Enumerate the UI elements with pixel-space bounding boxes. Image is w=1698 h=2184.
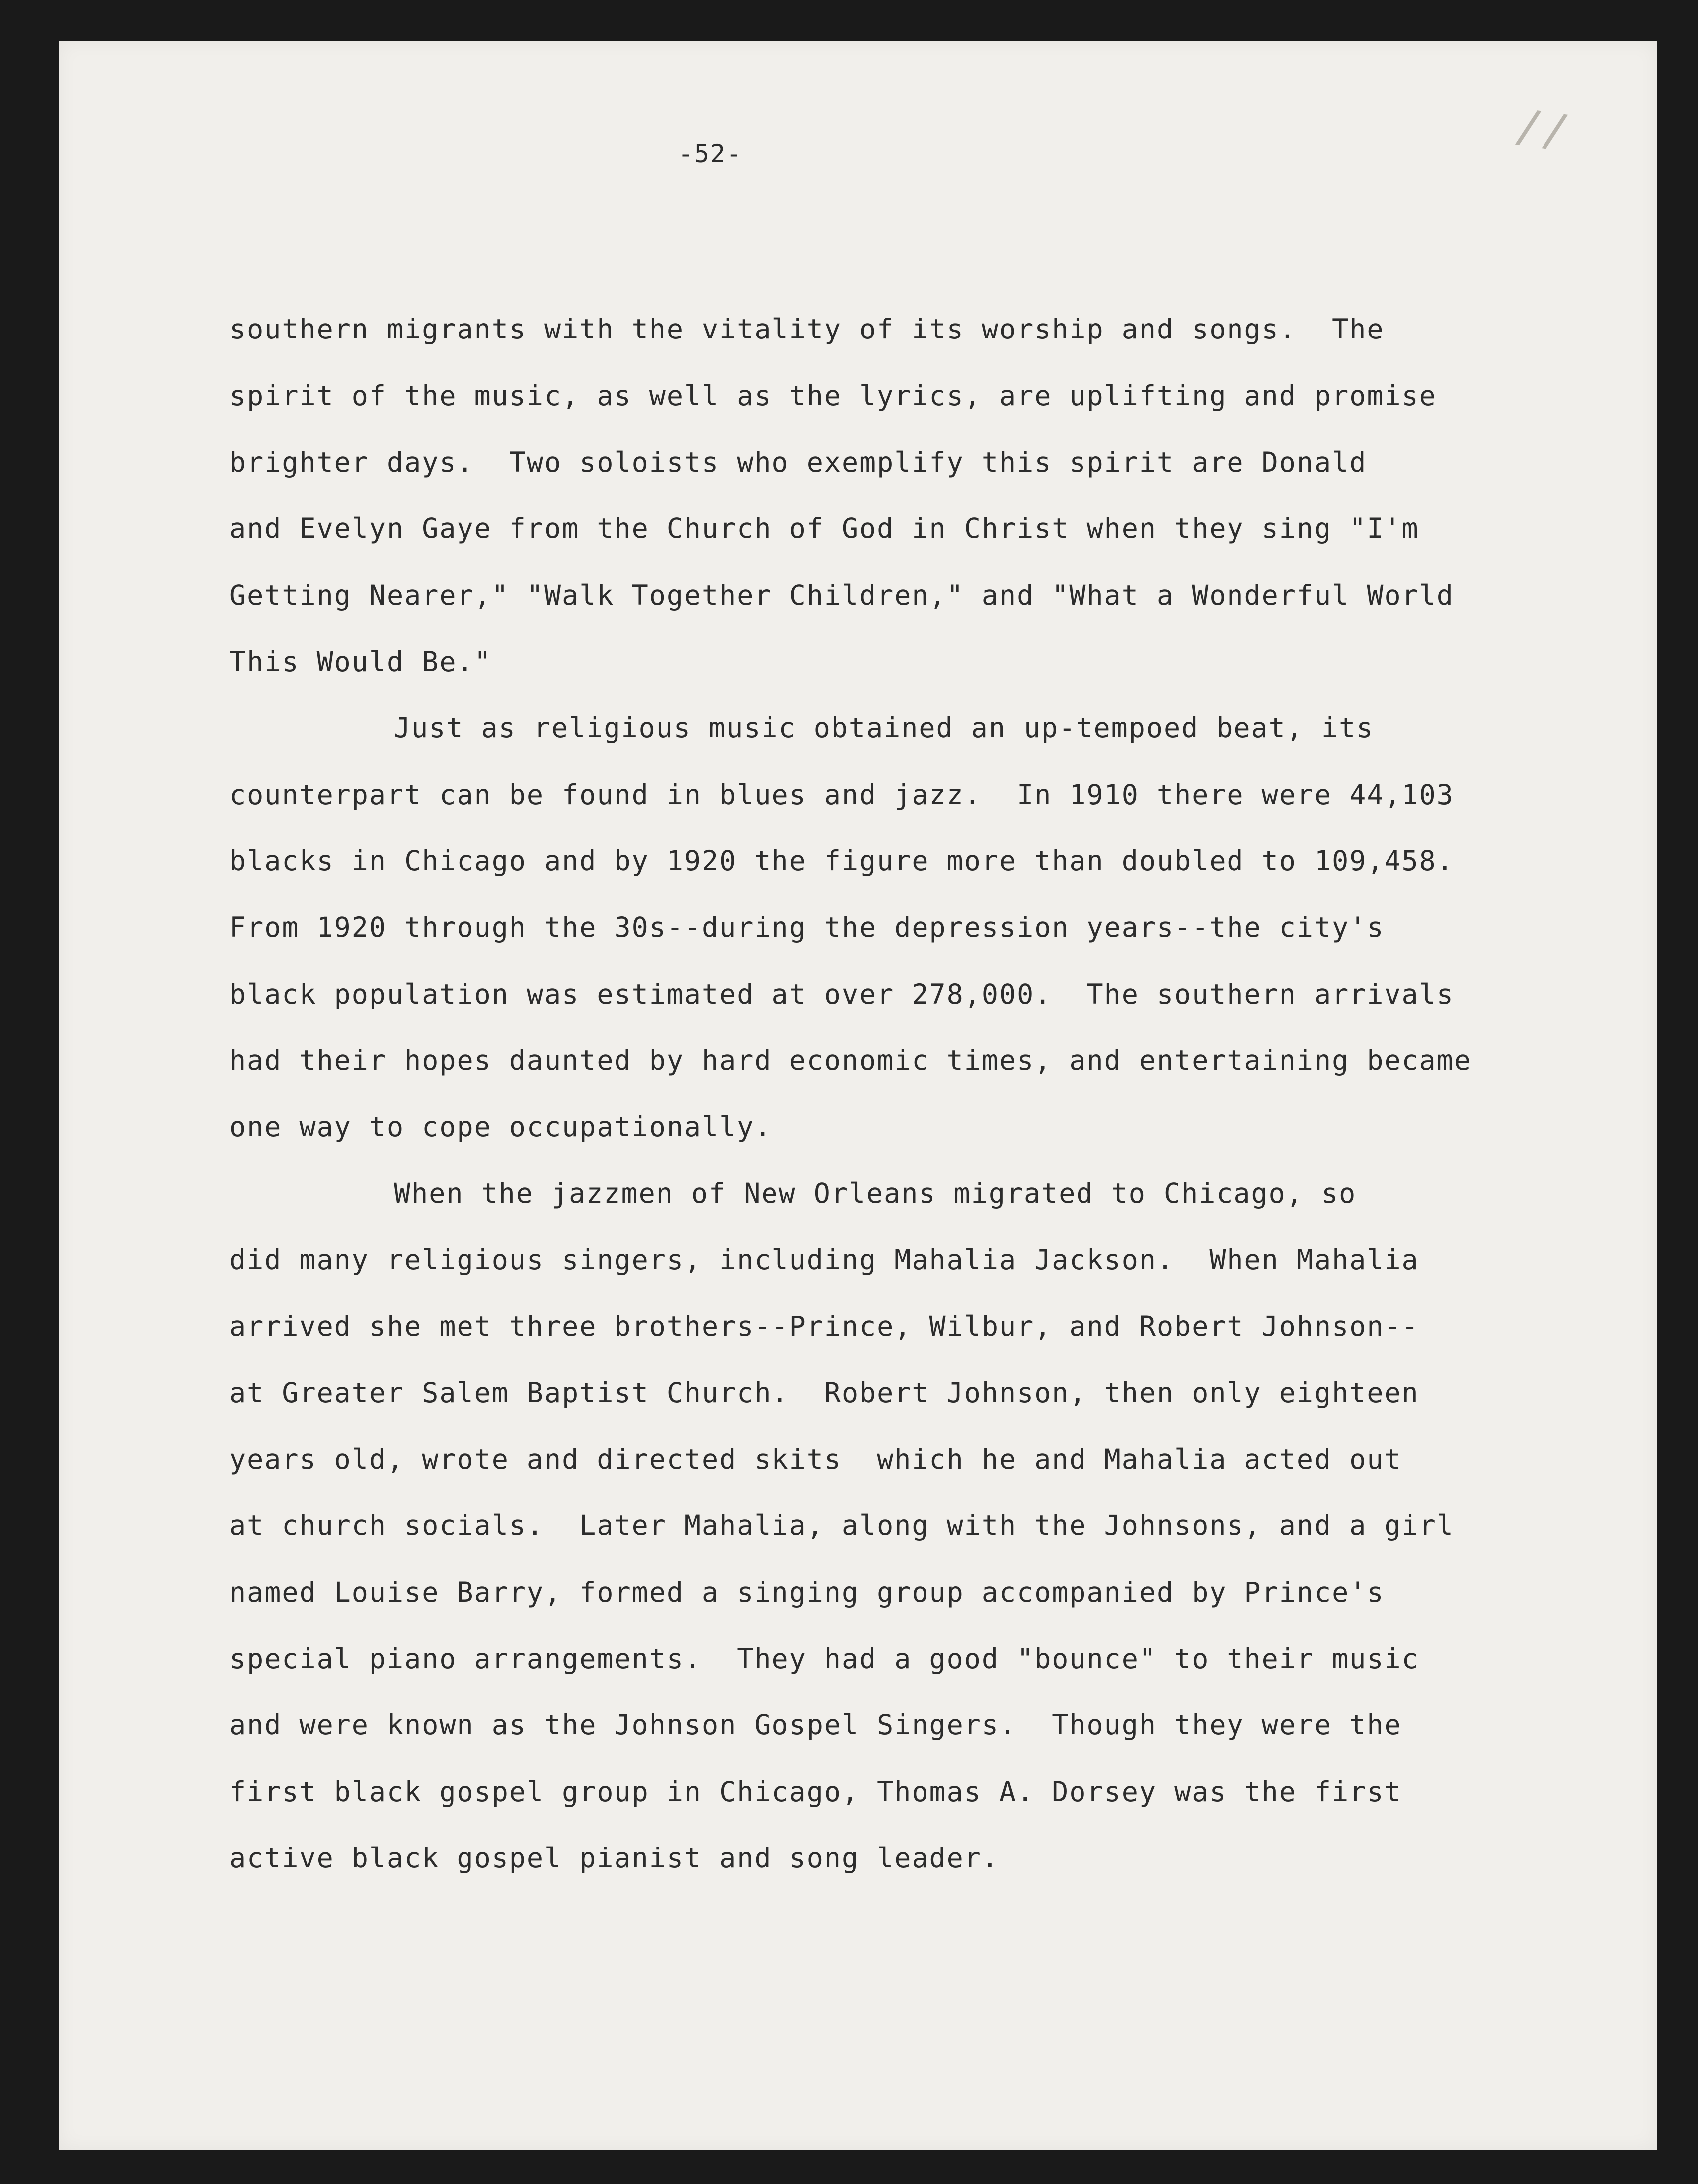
text-line: When the jazzmen of New Orleans migrated to Chicago, so	[394, 1177, 1357, 1209]
text-line: and were known as the Johnson Gospel Singers. Though they were the	[229, 1709, 1402, 1741]
text-line: special piano arrangements. They had a good "bounce" to their music	[229, 1643, 1419, 1675]
text-line: From 1920 through the 30s--during the depression years--the city's	[229, 911, 1385, 943]
text-line: first black gospel group in Chicago, Thomas A. Dorsey was the first	[229, 1776, 1402, 1808]
text-line: had their hopes daunted by hard economic times, and entertaining became	[229, 1044, 1472, 1076]
text-line: named Louise Barry, formed a singing group accompanied by Prince's	[229, 1576, 1385, 1608]
text-line: active black gospel pianist and song leader.	[229, 1842, 999, 1874]
text-line: blacks in Chicago and by 1920 the figure more than doubled to 109,458.	[229, 845, 1454, 877]
text-line: spirit of the music, as well as the lyrics, are uplifting and promise	[229, 380, 1437, 412]
text-line: did many religious singers, including Mahalia Jackson. When Mahalia	[229, 1244, 1419, 1276]
text-line: Just as religious music obtained an up-tempoed beat, its	[394, 712, 1374, 744]
page-number: -52-	[678, 139, 743, 168]
text-line: black population was estimated at over 278,000. The southern arrivals	[229, 978, 1454, 1010]
pencil-mark: //	[1512, 99, 1573, 159]
text-line: This Would Be."	[229, 646, 492, 677]
text-line: arrived she met three brothers--Prince, Wilbur, and Robert Johnson--	[229, 1310, 1419, 1342]
text-line: and Evelyn Gaye from the Church of God in Christ when they sing "I'm	[229, 512, 1419, 544]
text-line: at church socials. Later Mahalia, along with the Johnsons, and a girl	[229, 1510, 1454, 1541]
text-line: southern migrants with the vitality of its worship and songs. The	[229, 313, 1385, 345]
document-page	[59, 41, 1657, 2150]
text-line: counterpart can be found in blues and jazz. In 1910 there were 44,103	[229, 779, 1454, 811]
text-line: years old, wrote and directed skits which he and Mahalia acted out	[229, 1443, 1402, 1475]
text-line: one way to cope occupationally.	[229, 1111, 772, 1143]
text-line: at Greater Salem Baptist Church. Robert Johnson, then only eighteen	[229, 1377, 1419, 1409]
text-line: Getting Nearer," "Walk Together Children," and "What a Wonderful World	[229, 579, 1454, 611]
text-line: brighter days. Two soloists who exemplify this spirit are Donald	[229, 446, 1367, 478]
